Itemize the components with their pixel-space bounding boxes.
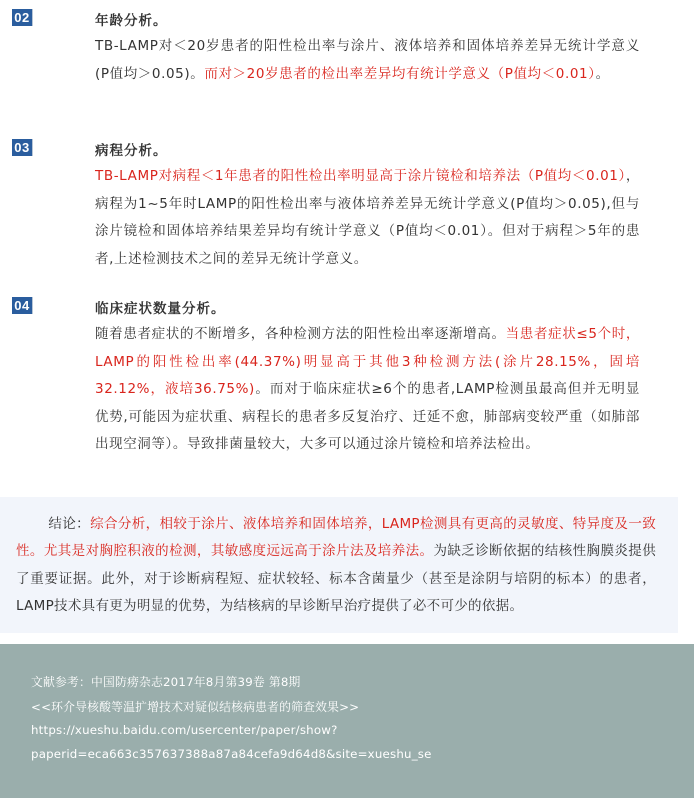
conclusion-highlight-text: 综合分析，相较于涂片、液体培养和固体培养，LAMP检测具有更高的灵敏度、特异度及一致性。尤其是对胸腔积液的检测，其敏感度远远高于涂片法及培养法。 — [16, 516, 657, 560]
section-body — [95, 33, 640, 88]
section-number-badge: 02 — [12, 9, 32, 26]
body-highlight-text: 而对＞20岁患者的检出率差异均有统计学意义（P值均＜0.01） — [204, 65, 596, 82]
body-highlight-text: 当患者症状≤5个时，LAMP的阳性检出率(44.37%)明显高于其他3种检测方法(涂片28.15%，固培32.12%，液培36.75%) — [95, 326, 640, 398]
section-number-badge: 03 — [12, 139, 32, 156]
badge-divider — [32, 297, 33, 314]
conclusion-text — [16, 511, 656, 621]
conclusion-box — [0, 497, 678, 633]
reference-link[interactable]: https://xueshu.baidu.com/usercenter/paper/show? — [31, 723, 338, 737]
reference-article-title: <<环介导核酸等温扩增技术对疑似结核病患者的筛查效果>> — [31, 700, 360, 714]
body-text: 。而对于临床症状≥6个的患者,LAMP检测虽最高但并无明显优势,可能因为症状重、病程长的患者多反复治疗、迁延不愈，肺部病变较严重（如肺部出现空洞等）。导致排菌量较大，大多可以通过涂片镜检和培养法检出。 — [95, 381, 640, 453]
section-body — [95, 321, 640, 459]
section-title: 病程分析。 — [95, 143, 168, 159]
body-highlight-text: TB-LAMP对病程＜1年患者的阳性检出率明显高于涂片镜检和培养法（P值均＜0.01） — [95, 168, 626, 184]
section-body — [95, 163, 640, 273]
section-number-badge: 04 — [12, 297, 32, 314]
badge-divider — [32, 139, 33, 156]
body-text: 。 — [595, 65, 610, 82]
reference-footer — [0, 644, 694, 798]
reference-source: 文献参考：中国防痨杂志2017年8月第39卷 第8期 — [31, 675, 301, 689]
reference-link-params[interactable]: paperid=eca663c357637388a87a84cefa9d64d8&site=xueshu_se — [31, 747, 432, 761]
section-title: 年龄分析。 — [95, 13, 168, 29]
section-title: 临床症状数量分析。 — [95, 301, 226, 317]
body-text: 随着患者症状的不断增多，各种检测方法的阳性检出率逐渐增高。 — [95, 326, 506, 342]
conclusion-label: 结论： — [48, 516, 91, 532]
body-text: ，病程为1~5年时LAMP的阳性检出率与液体培养差异无统计学意义(P值均＞0.05),但与涂片镜检和固体培养结果差异均有统计学意义（P值均＜0.01）。但对于病程＞5年的患者,上述检测技术之间的差异无统计学意义。 — [95, 168, 640, 267]
badge-divider — [32, 9, 33, 26]
conclusion-body-text: 为缺乏诊断依据的结核性胸膜炎提供了重要证据。此外，对于诊断病程短、症状较轻、标本含菌量少（甚至是涂阴与培阴的标本）的患者，LAMP技术具有更为明显的优势，为结核病的早诊断早治疗提供了必不可少的依据。 — [16, 543, 656, 615]
body-text: TB-LAMP对＜20岁患者的阳性检出率与涂片、液体培养和固体培养差异无统计学意义(P值均＞0.05)。 — [95, 38, 640, 82]
